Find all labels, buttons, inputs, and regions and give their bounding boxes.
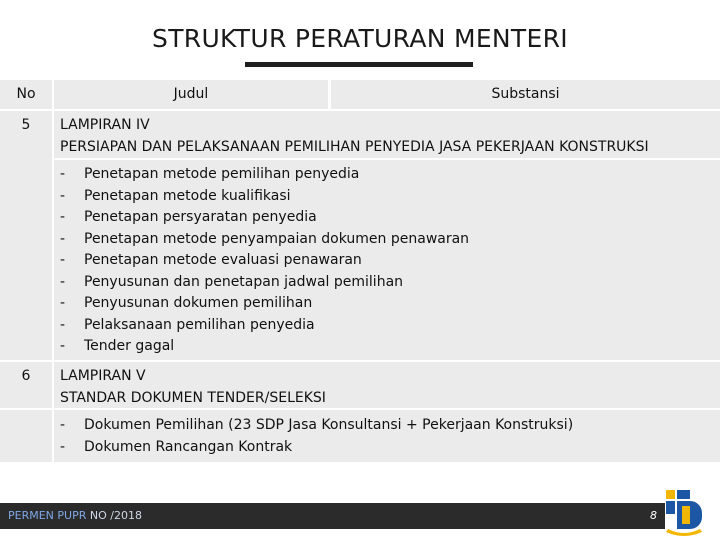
header-judul-label: Judul — [173, 86, 209, 102]
header-substansi-label: Substansi — [491, 86, 560, 102]
header-substansi — [331, 80, 720, 109]
list-item-text: Penyusunan dokumen pemilihan — [84, 295, 313, 311]
list-dash: - — [60, 338, 66, 354]
list-item — [60, 336, 720, 358]
row6-number: 6 — [21, 368, 31, 384]
list-item — [60, 272, 720, 294]
row6-title-line2: STANDAR DOKUMEN TENDER/SELEKSI — [60, 389, 326, 406]
list-item — [60, 207, 720, 229]
header-judul — [54, 80, 328, 109]
row5-title-cell — [54, 111, 720, 158]
list-dash: - — [60, 209, 66, 225]
page-title: STRUKTUR PERATURAN MENTERI — [152, 24, 568, 53]
list-item-text: Penetapan persyaratan penyedia — [84, 209, 317, 225]
list-dash: - — [60, 166, 66, 182]
title-underline — [245, 62, 473, 67]
row6-title-cell — [54, 362, 720, 408]
list-dash: - — [60, 252, 66, 268]
regulation-no: NO — [86, 509, 107, 522]
list-item — [60, 415, 720, 437]
list-item — [60, 186, 720, 208]
list-dash: - — [60, 273, 66, 290]
header-no — [0, 80, 52, 109]
list-item — [60, 164, 720, 186]
list-item — [60, 250, 720, 272]
header-no-label: No — [16, 86, 36, 102]
regulation-reference — [8, 509, 142, 522]
list-dash: - — [60, 295, 66, 311]
list-dash: - — [60, 316, 66, 333]
row5-contents-cell — [0, 160, 52, 360]
list-item-text: Penetapan metode pemilihan penyedia — [84, 166, 360, 182]
list-dash: - — [60, 230, 66, 247]
list-dash: - — [60, 438, 66, 455]
row6-contents — [54, 410, 720, 462]
list-item-text: Dokumen Rancangan Kontrak — [84, 438, 293, 455]
list-dash: - — [60, 417, 66, 433]
footer-bar — [0, 503, 665, 529]
row6-title-line1: LAMPIRAN V — [60, 368, 146, 384]
list-item — [60, 315, 720, 337]
ministry-logo — [664, 488, 706, 536]
list-item — [60, 229, 720, 251]
list-item-text: Penyusunan dan penetapan jadwal pemilihan — [84, 273, 404, 290]
list-item-text: Penetapan metode evaluasi penawaran — [84, 252, 362, 268]
list-item-text: Penetapan metode kualifikasi — [84, 187, 291, 204]
row6-contents-cell — [0, 410, 52, 462]
list-item — [60, 437, 720, 459]
list-item-text: Penetapan metode penyampaian dokumen penawaran — [84, 230, 470, 247]
list-item-text: Pelaksanaan pemilihan penyedia — [84, 316, 315, 333]
row5-number: 5 — [21, 117, 31, 133]
row6-no-cell — [0, 362, 52, 408]
row5-title-line2: PERSIAPAN DAN PELAKSANAAN PEMILIHAN PENYEDIA JASA PEKERJAAN KONSTRUKSI — [60, 138, 649, 155]
row5-title-line1: LAMPIRAN IV — [60, 117, 150, 133]
list-item-text: Tender gagal — [84, 338, 175, 354]
regulation-prefix: PERMEN PUPR — [8, 509, 87, 522]
page-number: 8 — [650, 509, 657, 522]
list-item-text: Dokumen Pemilihan (23 SDP Jasa Konsultansi + Pekerjaan Konstruksi) — [84, 417, 574, 433]
row5-contents — [54, 160, 720, 360]
regulation-year: /2018 — [106, 509, 142, 522]
list-dash: - — [60, 187, 66, 204]
list-item — [60, 293, 720, 315]
